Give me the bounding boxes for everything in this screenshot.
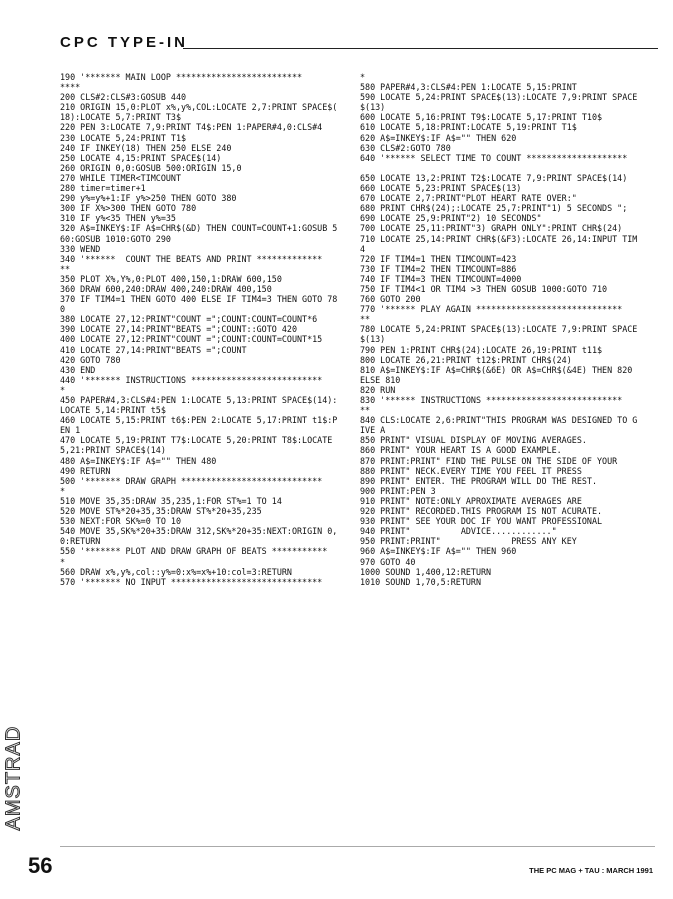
code-line: 870 PRINT:PRINT" FIND THE PULSE ON THE SIDE OF YOUR [360,455,618,466]
code-line: 18):LOCATE 5,7:PRINT T3$ [60,112,182,123]
code-line: 650 LOCATE 13,2:PRINT T2$:LOCATE 7,9:PRINT SPACE$(14) [360,172,628,183]
code-line: LOCATE 5,14:PRINT t5$ [60,405,166,416]
code-line: 760 GOTO 200 [360,294,421,305]
code-line: 730 IF TIM4=2 THEN TIMCOUNT=886 [360,263,517,274]
code-line: 520 MOVE ST%*20+35,35:DRAW ST%*20+35,235 [60,506,262,517]
code-line: 770 '****** PLAY AGAIN ***************************** [360,304,623,315]
code-line: 630 CLS#2:GOTO 780 [360,142,451,153]
header-rule [183,48,658,49]
code-line: 380 LOCATE 27,12:PRINT"COUNT =";COUNT:COUNT=COUNT*6 [60,314,318,325]
code-line: 400 LOCATE 27,12:PRINT"COUNT =";COUNT:COUNT=COUNT*15 [60,334,323,345]
code-line: 410 LOCATE 27,14:PRINT"BEATS =";COUNT [60,344,247,355]
code-line: 280 timer=timer+1 [60,183,146,194]
code-line: 240 IF INKEY(18) THEN 250 ELSE 240 [60,142,232,153]
code-line: 200 CLS#2:CLS#3:GOSUB 440 [60,92,187,103]
code-line: ** [360,314,371,325]
code-line: 840 CLS:LOCATE 2,6:PRINT"THIS PROGRAM WAS DESIGNED TO G [360,415,638,426]
code-line: 390 LOCATE 27,14:PRINT"BEATS =";COUNT::GOTO 420 [60,324,297,335]
code-line: 320 A$=INKEY$:IF A$=CHR$(&D) THEN COUNT=COUNT+1:GOSUB 5 [60,223,338,234]
code-line: 550 '******* PLOT AND DRAW GRAPH OF BEATS *********** [60,546,328,557]
code-line: 1010 SOUND 1,70,5:RETURN [360,576,482,587]
code-line: * [60,485,66,496]
code-line [360,163,656,173]
sidebar-label [3,680,25,830]
code-line: 900 PRINT:PEN 3 [360,485,436,496]
code-line: $(13) [360,102,386,113]
code-line: 350 PLOT X%,Y%,0:PLOT 400,150,1:DRAW 600,150 [60,273,282,284]
code-line: 460 LOCATE 5,15:PRINT t6$:PEN 2:LOCATE 5,17:PRINT t1$:P [60,415,338,426]
code-line: 210 ORIGIN 15,0:PLOT x%,y%,COL:LOCATE 2,7:PRINT SPACE$( [60,102,338,113]
code-line: 590 LOCATE 5,24:PRINT SPACE$(13):LOCATE 7,9:PRINT SPACE [360,92,638,103]
page-number: 56 [28,853,53,878]
code-line: 220 PEN 3:LOCATE 7,9:PRINT T4$:PEN 1:PAPER#4,0:CLS#4 [60,122,323,133]
code-line: 370 IF TIM4=1 THEN GOTO 400 ELSE IF TIM4=3 THEN GOTO 78 [60,294,338,305]
code-line: 530 NEXT:FOR SK%=0 TO 10 [60,516,182,527]
code-line: 830 '****** INSTRUCTIONS *************************** [360,395,623,405]
code-line: 330 WEND [60,243,101,254]
code-line: 920 PRINT" RECORDED.THIS PROGRAM IS NOT ACURATE. [360,506,603,517]
code-line: 710 LOCATE 25,14:PRINT CHR$(&F3):LOCATE 26,14:INPUT TIM [360,233,638,244]
code-line: 250 LOCATE 4,15:PRINT SPACE$(14) [60,152,222,163]
code-line: 300 IF X%>300 THEN GOTO 780 [60,203,197,214]
code-line: 360 DRAW 600,240:DRAW 400,240:DRAW 400,150 [60,283,272,294]
code-line: 720 IF TIM4=1 THEN TIMCOUNT=423 [360,253,517,264]
code-line: 740 IF TIM4=3 THEN TIMCOUNT=4000 [360,273,522,284]
code-line: 940 PRINT" ADVICE............" [360,526,557,537]
code-line: 910 PRINT" NOTE:ONLY APROXIMATE AVERAGES ARE [360,495,582,506]
code-line: 700 LOCATE 25,11:PRINT"3) GRAPH ONLY":PRINT CHR$(24) [360,223,623,234]
code-line: 480 A$=INKEY$:IF A$="" THEN 480 [60,455,217,466]
listing-right-column [360,72,656,587]
code-line: 640 '****** SELECT TIME TO COUNT ******************** [360,152,628,163]
code-line: 680 PRINT CHR$(24);:LOCATE 25,7:PRINT"1) 5 SECONDS "; [360,203,628,214]
code-line: 0 [60,304,66,315]
code-line: 810 A$=INKEY$:IF A$=CHR$(&6E) OR A$=CHR$(&4E) THEN 820 [360,364,633,375]
code-line: 880 PRINT" NECK.EVERY TIME YOU FEEL IT PRESS [360,465,582,476]
code-line: 4 [360,243,366,254]
code-line: 790 PEN 1:PRINT CHR$(24):LOCATE 26,19:PRINT t11$ [360,344,603,355]
code-line: 490 RETURN [60,465,111,476]
code-line: 960 A$=INKEY$:IF A$="" THEN 960 [360,546,517,557]
code-line: 540 MOVE 35,SK%*20+35:DRAW 312,SK%*20+35:NEXT:ORIGIN 0, [60,526,338,537]
page-header [60,34,658,54]
footer-rule [60,846,655,847]
code-line: 620 A$=INKEY$:IF A$="" THEN 620 [360,132,517,143]
code-line: 0:RETURN [60,536,101,547]
code-line: 230 LOCATE 5,24:PRINT T1$ [60,132,187,143]
code-line: 340 '****** COUNT THE BEATS AND PRINT ************* [60,253,323,264]
code-line: 570 '******* NO INPUT ****************************** [60,576,323,587]
code-line: 260 ORIGIN 0,0:GOSUB 500:ORIGIN 15,0 [60,162,242,173]
code-line: 5,21:PRINT SPACE$(14) [60,445,166,456]
section-title: CPC TYPE-IN [60,34,189,51]
code-line: 190 '******* MAIN LOOP ************************* [60,72,303,82]
code-line: 450 PAPER#4,3:CLS#4:PEN 1:LOCATE 5,13:PRINT SPACE$(14): [60,395,338,405]
code-line: 950 PRINT:PRINT" PRESS ANY KEY [360,536,577,547]
code-line: $(13) [360,334,386,345]
code-line: 610 LOCATE 5,18:PRINT:LOCATE 5,19:PRINT T1$ [360,122,577,133]
code-line: * [60,556,66,567]
code-line: ** [60,263,71,274]
code-line: IVE A [360,425,386,436]
code-line: **** [60,82,81,93]
code-line: 930 PRINT" SEE YOUR DOC IF YOU WANT PROFESSIONAL [360,516,603,527]
code-line: 500 '******* DRAW GRAPH **************************** [60,475,323,486]
code-line: 600 LOCATE 5,16:PRINT T9$:LOCATE 5,17:PRINT T10$ [360,112,603,123]
code-line: 820 RUN [360,384,396,395]
code-line: 750 IF TIM4<1 OR TIM4 >3 THEN GOSUB 1000:GOTO 710 [360,283,608,294]
code-line: EN 1 [60,425,81,436]
code-line: ELSE 810 [360,374,401,385]
code-line: 780 LOCATE 5,24:PRINT SPACE$(13):LOCATE 7,9:PRINT SPACE [360,324,638,335]
code-line: 510 MOVE 35,35:DRAW 35,235,1:FOR ST%=1 TO 14 [60,495,282,506]
code-line: 420 GOTO 780 [60,354,121,365]
code-line: 670 LOCATE 2,7:PRINT"PLOT HEART RATE OVER:" [360,193,577,204]
code-line: 270 WHILE TIMER<TIMCOUNT [60,172,182,183]
magazine-credit: THE PC MAG + TAU : MARCH 1991 [529,866,653,875]
code-line: 890 PRINT" ENTER. THE PROGRAM WILL DO THE REST. [360,475,597,486]
listing-left-column [60,72,350,587]
code-line: 690 LOCATE 25,9:PRINT"2) 10 SECONDS" [360,213,542,224]
amstrad-label: AMSTRAD [2,725,25,831]
code-line: 60:GOSUB 1010:GOTO 290 [60,233,171,244]
code-line: 440 '******* INSTRUCTIONS ************************** [60,374,323,385]
code-line: 430 END [60,364,96,375]
code-line: 970 GOTO 40 [360,556,416,567]
code-line: ** [360,405,371,416]
code-line: 860 PRINT" YOUR HEART IS A GOOD EXAMPLE. [360,445,562,456]
code-line: * [360,72,366,82]
code-line: 850 PRINT" VISUAL DISPLAY OF MOVING AVERAGES. [360,435,587,446]
code-line: 660 LOCATE 5,23:PRINT SPACE$(13) [360,183,522,194]
code-line: 1000 SOUND 1,400,12:RETURN [360,566,492,577]
code-line: 800 LOCATE 26,21:PRINT t12$:PRINT CHR$(24) [360,354,572,365]
code-line: 470 LOCATE 5,19:PRINT T7$:LOCATE 5,20:PRINT T8$:LOCATE [60,435,333,446]
code-line: 580 PAPER#4,3:CLS#4:PEN 1:LOCATE 5,15:PRINT [360,82,577,93]
code-line: 310 IF y%<35 THEN y%=35 [60,213,176,224]
code-line: * [60,384,66,395]
code-line: 560 DRAW x%,y%,col::y%=0:x%=x%+10:col=3:RETURN [60,566,292,577]
code-line: 290 y%=y%+1:IF y%>250 THEN GOTO 380 [60,193,237,204]
